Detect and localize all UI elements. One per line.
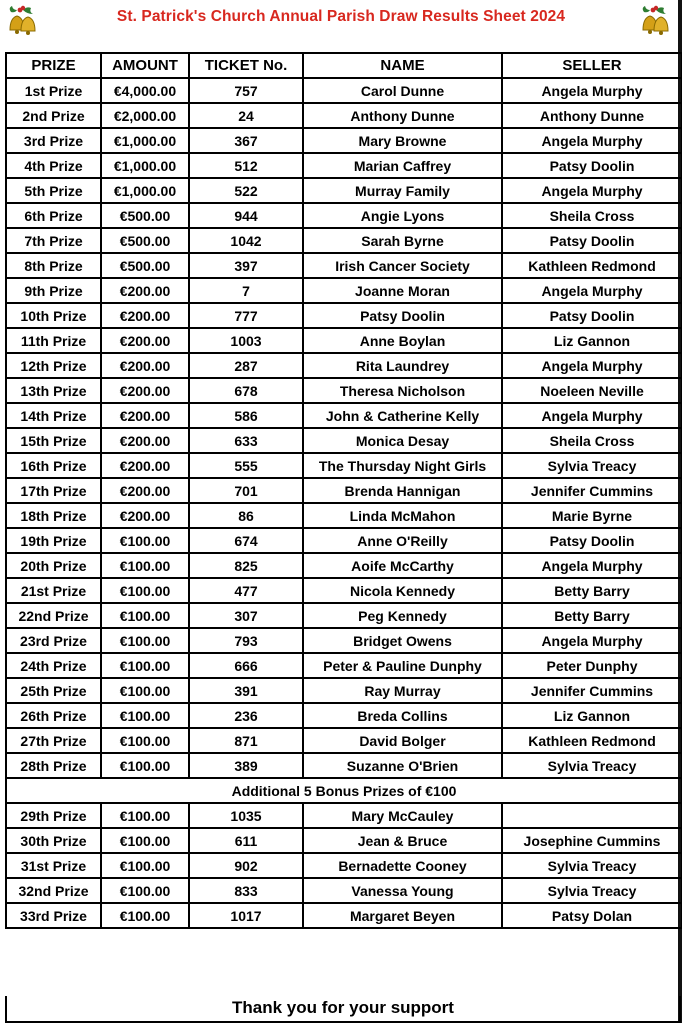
- seller-cell: Sylvia Treacy: [502, 878, 682, 903]
- footer-thanks: Thank you for your support: [5, 996, 681, 1023]
- amount-cell: €200.00: [101, 353, 189, 378]
- prize-cell: 11th Prize: [6, 328, 101, 353]
- table-row: [6, 253, 682, 278]
- name-cell: Brenda Hannigan: [303, 478, 502, 503]
- name-cell: Murray Family: [303, 178, 502, 203]
- prize-cell: 13th Prize: [6, 378, 101, 403]
- column-header-name: NAME: [303, 53, 502, 78]
- column-header-seller: SELLER: [502, 53, 682, 78]
- table-header-row: [6, 53, 682, 78]
- seller-cell: Sylvia Treacy: [502, 853, 682, 878]
- table-row: [6, 103, 682, 128]
- name-cell: Patsy Doolin: [303, 303, 502, 328]
- name-cell: Theresa Nicholson: [303, 378, 502, 403]
- prize-cell: 7th Prize: [6, 228, 101, 253]
- ticket-cell: 902: [189, 853, 303, 878]
- seller-cell: Angela Murphy: [502, 403, 682, 428]
- table-row: [6, 503, 682, 528]
- table-row: [6, 278, 682, 303]
- prize-cell: 15th Prize: [6, 428, 101, 453]
- prize-cell: 23rd Prize: [6, 628, 101, 653]
- amount-cell: €200.00: [101, 453, 189, 478]
- seller-cell: Angela Murphy: [502, 78, 682, 103]
- name-cell: Aoife McCarthy: [303, 553, 502, 578]
- amount-cell: €100.00: [101, 878, 189, 903]
- amount-cell: €100.00: [101, 853, 189, 878]
- amount-cell: €100.00: [101, 553, 189, 578]
- amount-cell: €100.00: [101, 828, 189, 853]
- seller-cell: Angela Murphy: [502, 353, 682, 378]
- table-row: [6, 203, 682, 228]
- amount-cell: €100.00: [101, 603, 189, 628]
- prize-cell: 4th Prize: [6, 153, 101, 178]
- ticket-cell: 1003: [189, 328, 303, 353]
- results-table: [5, 52, 682, 929]
- amount-cell: €200.00: [101, 428, 189, 453]
- column-header-ticket: TICKET No.: [189, 53, 303, 78]
- table-row: [6, 453, 682, 478]
- ticket-cell: 611: [189, 828, 303, 853]
- name-cell: David Bolger: [303, 728, 502, 753]
- table-row: [6, 528, 682, 553]
- header: [0, 0, 682, 50]
- table-row: [6, 553, 682, 578]
- ticket-cell: 522: [189, 178, 303, 203]
- ticket-cell: 944: [189, 203, 303, 228]
- seller-cell: Noeleen Neville: [502, 378, 682, 403]
- amount-cell: €4,000.00: [101, 78, 189, 103]
- seller-cell: Liz Gannon: [502, 328, 682, 353]
- ticket-cell: 871: [189, 728, 303, 753]
- name-cell: Anne Boylan: [303, 328, 502, 353]
- table-row: [6, 353, 682, 378]
- ticket-cell: 1035: [189, 803, 303, 828]
- seller-cell: Kathleen Redmond: [502, 253, 682, 278]
- table-row: [6, 728, 682, 753]
- seller-cell: Patsy Doolin: [502, 303, 682, 328]
- name-cell: Mary Browne: [303, 128, 502, 153]
- ticket-cell: 701: [189, 478, 303, 503]
- prize-cell: 14th Prize: [6, 403, 101, 428]
- name-cell: Suzanne O'Brien: [303, 753, 502, 778]
- amount-cell: €200.00: [101, 328, 189, 353]
- ticket-cell: 666: [189, 653, 303, 678]
- table-row: [6, 478, 682, 503]
- prize-cell: 31st Prize: [6, 853, 101, 878]
- prize-cell: 26th Prize: [6, 703, 101, 728]
- name-cell: Bridget Owens: [303, 628, 502, 653]
- amount-cell: €1,000.00: [101, 153, 189, 178]
- ticket-cell: 1042: [189, 228, 303, 253]
- prize-cell: 30th Prize: [6, 828, 101, 853]
- prize-cell: 18th Prize: [6, 503, 101, 528]
- name-cell: Peter & Pauline Dunphy: [303, 653, 502, 678]
- seller-cell: Patsy Dolan: [502, 903, 682, 928]
- ticket-cell: 674: [189, 528, 303, 553]
- table-row: [6, 828, 682, 853]
- amount-cell: €100.00: [101, 753, 189, 778]
- name-cell: Peg Kennedy: [303, 603, 502, 628]
- bonus-rows: [6, 803, 682, 928]
- amount-cell: €100.00: [101, 528, 189, 553]
- name-cell: Margaret Beyen: [303, 903, 502, 928]
- ticket-cell: 825: [189, 553, 303, 578]
- christmas-bells-icon: [638, 2, 674, 38]
- table-row: [6, 78, 682, 103]
- seller-cell: Anthony Dunne: [502, 103, 682, 128]
- prize-cell: 5th Prize: [6, 178, 101, 203]
- table-row: [6, 803, 682, 828]
- prize-cell: 16th Prize: [6, 453, 101, 478]
- seller-cell: Peter Dunphy: [502, 653, 682, 678]
- column-header-prize: PRIZE: [6, 53, 101, 78]
- amount-cell: €500.00: [101, 203, 189, 228]
- amount-cell: €100.00: [101, 728, 189, 753]
- amount-cell: €200.00: [101, 503, 189, 528]
- table-row: [6, 578, 682, 603]
- table-row: [6, 653, 682, 678]
- table-row: [6, 903, 682, 928]
- ticket-cell: 7: [189, 278, 303, 303]
- table-row: [6, 328, 682, 353]
- name-cell: Vanessa Young: [303, 878, 502, 903]
- prize-cell: 9th Prize: [6, 278, 101, 303]
- prize-cell: 3rd Prize: [6, 128, 101, 153]
- table-row: [6, 153, 682, 178]
- seller-cell: Betty Barry: [502, 578, 682, 603]
- name-cell: Marian Caffrey: [303, 153, 502, 178]
- amount-cell: €100.00: [101, 903, 189, 928]
- prize-cell: 20th Prize: [6, 553, 101, 578]
- seller-cell: Jennifer Cummins: [502, 678, 682, 703]
- ticket-cell: 86: [189, 503, 303, 528]
- prize-cell: 8th Prize: [6, 253, 101, 278]
- prize-cell: 19th Prize: [6, 528, 101, 553]
- ticket-cell: 757: [189, 78, 303, 103]
- prize-cell: 33rd Prize: [6, 903, 101, 928]
- prize-cell: 10th Prize: [6, 303, 101, 328]
- amount-cell: €100.00: [101, 628, 189, 653]
- page-title: St. Patrick's Church Annual Parish Draw Results Sheet 2024: [116, 8, 566, 25]
- ticket-cell: 833: [189, 878, 303, 903]
- name-cell: Sarah Byrne: [303, 228, 502, 253]
- name-cell: Carol Dunne: [303, 78, 502, 103]
- name-cell: Rita Laundrey: [303, 353, 502, 378]
- amount-cell: €200.00: [101, 403, 189, 428]
- ticket-cell: 1017: [189, 903, 303, 928]
- seller-cell: Angela Murphy: [502, 278, 682, 303]
- seller-cell: Angela Murphy: [502, 553, 682, 578]
- seller-cell: Patsy Doolin: [502, 228, 682, 253]
- seller-cell: Kathleen Redmond: [502, 728, 682, 753]
- name-cell: Ray Murray: [303, 678, 502, 703]
- seller-cell: Patsy Doolin: [502, 528, 682, 553]
- table-row: [6, 853, 682, 878]
- name-cell: Linda McMahon: [303, 503, 502, 528]
- ticket-cell: 389: [189, 753, 303, 778]
- amount-cell: €100.00: [101, 653, 189, 678]
- seller-cell: Patsy Doolin: [502, 153, 682, 178]
- name-cell: John & Catherine Kelly: [303, 403, 502, 428]
- seller-cell: Sylvia Treacy: [502, 453, 682, 478]
- amount-cell: €500.00: [101, 253, 189, 278]
- table-row: [6, 378, 682, 403]
- ticket-cell: 24: [189, 103, 303, 128]
- prize-cell: 12th Prize: [6, 353, 101, 378]
- prize-cell: 32nd Prize: [6, 878, 101, 903]
- seller-cell: Angela Murphy: [502, 178, 682, 203]
- ticket-cell: 777: [189, 303, 303, 328]
- amount-cell: €100.00: [101, 803, 189, 828]
- amount-cell: €2,000.00: [101, 103, 189, 128]
- prize-cell: 28th Prize: [6, 753, 101, 778]
- name-cell: Bernadette Cooney: [303, 853, 502, 878]
- bonus-heading-row: [6, 778, 682, 803]
- ticket-cell: 512: [189, 153, 303, 178]
- seller-cell: [502, 803, 682, 828]
- bonus-heading: Additional 5 Bonus Prizes of €100: [6, 778, 682, 803]
- seller-cell: Angela Murphy: [502, 628, 682, 653]
- name-cell: Jean & Bruce: [303, 828, 502, 853]
- table-row: [6, 678, 682, 703]
- christmas-bells-icon: [5, 2, 41, 38]
- main-rows: [6, 78, 682, 778]
- ticket-cell: 367: [189, 128, 303, 153]
- seller-cell: Marie Byrne: [502, 503, 682, 528]
- amount-cell: €500.00: [101, 228, 189, 253]
- ticket-cell: 391: [189, 678, 303, 703]
- prize-cell: 24th Prize: [6, 653, 101, 678]
- ticket-cell: 287: [189, 353, 303, 378]
- seller-cell: Sylvia Treacy: [502, 753, 682, 778]
- table-row: [6, 128, 682, 153]
- name-cell: Monica Desay: [303, 428, 502, 453]
- prize-cell: 6th Prize: [6, 203, 101, 228]
- name-cell: Anthony Dunne: [303, 103, 502, 128]
- table-row: [6, 403, 682, 428]
- prize-cell: 27th Prize: [6, 728, 101, 753]
- amount-cell: €100.00: [101, 703, 189, 728]
- prize-cell: 25th Prize: [6, 678, 101, 703]
- amount-cell: €200.00: [101, 478, 189, 503]
- seller-cell: Angela Murphy: [502, 128, 682, 153]
- amount-cell: €100.00: [101, 678, 189, 703]
- ticket-cell: 236: [189, 703, 303, 728]
- name-cell: Anne O'Reilly: [303, 528, 502, 553]
- table-row: [6, 303, 682, 328]
- amount-cell: €200.00: [101, 378, 189, 403]
- seller-cell: Sheila Cross: [502, 428, 682, 453]
- seller-cell: Liz Gannon: [502, 703, 682, 728]
- name-cell: Mary McCauley: [303, 803, 502, 828]
- ticket-cell: 555: [189, 453, 303, 478]
- table-row: [6, 628, 682, 653]
- ticket-cell: 477: [189, 578, 303, 603]
- table-row: [6, 878, 682, 903]
- prize-cell: 21st Prize: [6, 578, 101, 603]
- table-row: [6, 178, 682, 203]
- amount-cell: €200.00: [101, 278, 189, 303]
- ticket-cell: 397: [189, 253, 303, 278]
- name-cell: Angie Lyons: [303, 203, 502, 228]
- ticket-cell: 633: [189, 428, 303, 453]
- prize-cell: 22nd Prize: [6, 603, 101, 628]
- table-row: [6, 753, 682, 778]
- ticket-cell: 678: [189, 378, 303, 403]
- amount-cell: €1,000.00: [101, 128, 189, 153]
- seller-cell: Josephine Cummins: [502, 828, 682, 853]
- ticket-cell: 307: [189, 603, 303, 628]
- name-cell: The Thursday Night Girls: [303, 453, 502, 478]
- seller-cell: Jennifer Cummins: [502, 478, 682, 503]
- amount-cell: €1,000.00: [101, 178, 189, 203]
- name-cell: Irish Cancer Society: [303, 253, 502, 278]
- ticket-cell: 793: [189, 628, 303, 653]
- name-cell: Joanne Moran: [303, 278, 502, 303]
- seller-cell: Betty Barry: [502, 603, 682, 628]
- table-row: [6, 603, 682, 628]
- bonus-section: [6, 778, 682, 803]
- prize-cell: 1st Prize: [6, 78, 101, 103]
- amount-cell: €100.00: [101, 578, 189, 603]
- ticket-cell: 586: [189, 403, 303, 428]
- table-row: [6, 228, 682, 253]
- column-header-amount: AMOUNT: [101, 53, 189, 78]
- name-cell: Breda Collins: [303, 703, 502, 728]
- table-row: [6, 703, 682, 728]
- amount-cell: €200.00: [101, 303, 189, 328]
- prize-cell: 29th Prize: [6, 803, 101, 828]
- seller-cell: Sheila Cross: [502, 203, 682, 228]
- prize-cell: 2nd Prize: [6, 103, 101, 128]
- prize-cell: 17th Prize: [6, 478, 101, 503]
- table-row: [6, 428, 682, 453]
- name-cell: Nicola Kennedy: [303, 578, 502, 603]
